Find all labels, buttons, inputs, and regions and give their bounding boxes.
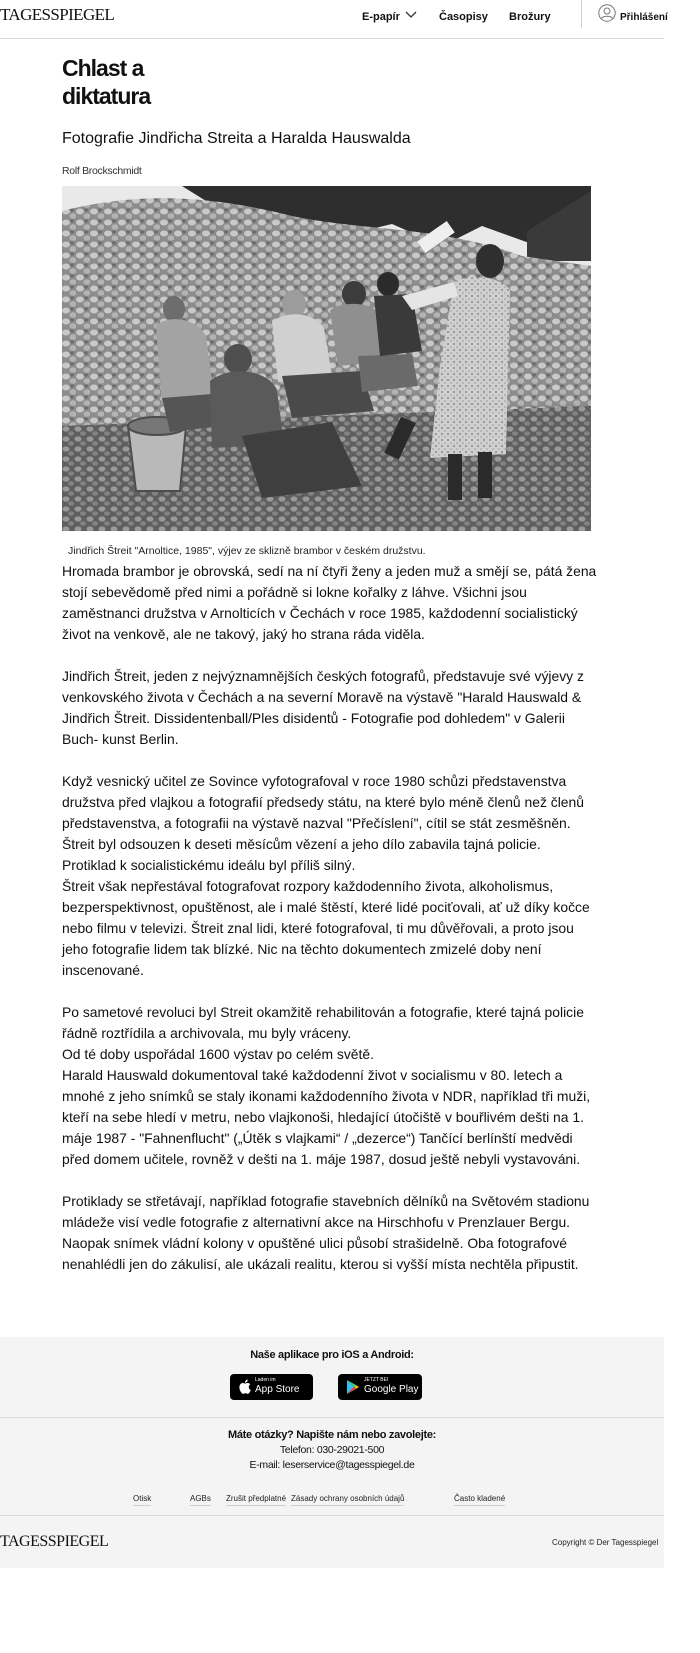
contact-info [0,1428,664,1473]
footer-divider [0,1417,664,1418]
apple-icon [239,1379,251,1394]
photo-caption: Jindřich Štreit "Arnoltice, 1985", výjev ze sklizně brambor v českém družstvu. [68,545,426,557]
chevron-down-icon[interactable] [405,6,417,24]
login-button[interactable] [598,4,668,27]
footer-divider-bottom [0,1515,664,1516]
footer-link-faq[interactable]: Často kladené [454,1494,505,1506]
nav-divider [581,0,582,28]
nav-item-epapir[interactable]: E-papír [362,11,400,23]
paragraph: Po sametové revoluci byl Streit okamžitě rehabilitován a fotografie, které tajná policie řádně roztřídila a archivovala, mu byly vráceny. [62,1004,584,1041]
googleplay-big-label: Google Play [364,1384,419,1395]
article-title [62,54,262,110]
footer-link-otisk[interactable]: Otisk [133,1494,151,1506]
footer-tagesspiegel-logo[interactable]: TAGESSPIEGEL [0,1533,109,1550]
google-play-icon [347,1380,359,1394]
title-line-1: Chlast a [62,55,144,81]
paragraph: Harald Hauswald dokumentoval také každodenní život v socialismu v 80. letech a mnohé z jeho snímků se staly ikonami každodenního života v NDR, například tři muži, kteří na sebe hledí v metru, nebo vlajkonoši, hledající útočiště v bouřlivém dešti na 1. máje 1987 - "Fahnenflucht" („Útěk s vlajkami“ / „dezerce“) Tančící berlínští medvědi před domem učitele, rovněž v dešti na 1. máje 1987, dosud ještě nebyli vystavováni. [62,1067,591,1167]
app-store-button[interactable] [230,1374,313,1400]
paragraph: Hromada brambor je obrovská, sedí na ní čtyři ženy a jeden muž a smějí se, pátá žena stojí sebevědomě před nimi a pořádně si lokne kořalky z láhve. Všichni jsou zaměstnanci družstva v Arnolticích v Čechách v roce 1985, každodenní socialistický život na venkově, ale ne takový, jaký ho strana ráda viděla. [62,563,597,642]
contact-phone[interactable]: Telefon: 030-29021-500 [279,1444,385,1456]
contact-question: Máte otázky? Napište nám nebo zavolejte: [227,1429,437,1441]
nav-item-casopisy[interactable]: Časopisy [439,11,488,23]
nav-item-brozury[interactable]: Brožury [509,11,551,23]
article-body [62,561,598,1275]
article-photo [62,186,591,531]
appstore-big-label: App Store [255,1384,300,1395]
paragraph: Jindřich Štreit, jeden z nejvýznamnějších českých fotografů, představuje své výjevy z venkovského života v Čechách a na severní Moravě na výstavě "Harald Hauswald & Jindřich Štreit. Dissidentenball/Ples disidentů - Fotografie pod dohledem" v Galerii Buch- kunst Berlin. [62,668,584,747]
copyright-text: Copyright © Der Tagesspiegel [552,1538,659,1547]
user-icon [598,4,616,22]
paragraph: Protiklady se střetávají, například fotografie stavebních dělníků na Světovém stadionu mládeže visí vedle fotografie z alternativní akce na Hirschhofu v Prenzlauer Bergu. Naopak snímek vládní kolony v opuštěné ulici působí strašidelně. Oba fotografové nenahlédli jen do zákulisí, ale ukázali realitu, kterou si vyšší místa nechtěla připustit. [62,1193,590,1272]
top-navigation-bar [0,0,668,39]
google-play-button[interactable] [338,1374,422,1400]
title-line-2: diktatura [62,83,151,109]
apps-heading: Naše aplikace pro iOS a Android: [250,1349,414,1361]
footer-link-zrusit-predplatne[interactable]: Zrušit předplatné [226,1494,286,1506]
author-name[interactable]: Rolf Brockschmidt [62,165,142,177]
paragraph: Od té doby uspořádal 1600 výstav po celém světě. [62,1046,374,1062]
googleplay-small-label: JETZT BEI [364,1377,389,1383]
page-footer [0,1337,664,1568]
article-subtitle: Fotografie Jindřicha Streita a Haralda Hauswalda [62,130,411,147]
footer-link-zasady[interactable]: Zásady ochrany osobních údajů [291,1494,404,1506]
footer-link-agbs[interactable]: AGBs [190,1494,211,1506]
paragraph: Štreit však nepřestával fotografovat rozpory každodenního života, alkoholismus, bezperspektivnost, opuštěnost, ale i malé štěstí, které lidé pociťovali, ať už díky kočce nebo filmu v televizi. Štreit znal lidi, které fotografoval, ti mu důvěřovali, a proto jsou jeho fotografie lidem tak blízké. Nic na těchto dokumentech zmizelé doby není inscenované. [62,878,590,978]
login-label: Přihlášení [620,12,668,23]
tagesspiegel-logo[interactable]: TAGESSPIEGEL [0,5,115,24]
paragraph: Když vesnický učitel ze Sovince vyfotografoval v roce 1980 schůzi představenstva družstva před vlajkou a fotografií předsedy státu, na které bylo méně členů než členů představenstva, a fotografii na výstavě nazval "Přečíslení", cítil se stát zesměšněn. Štreit byl odsouzen k deseti měsícům vězení a jeho dílo zabavila tajná policie. Protiklad k socialistickému ideálu byl příliš silný. [62,773,584,873]
contact-email[interactable]: E-mail: leserservice@tagesspiegel.de [249,1459,415,1471]
appstore-small-label: Laden im [255,1377,276,1383]
